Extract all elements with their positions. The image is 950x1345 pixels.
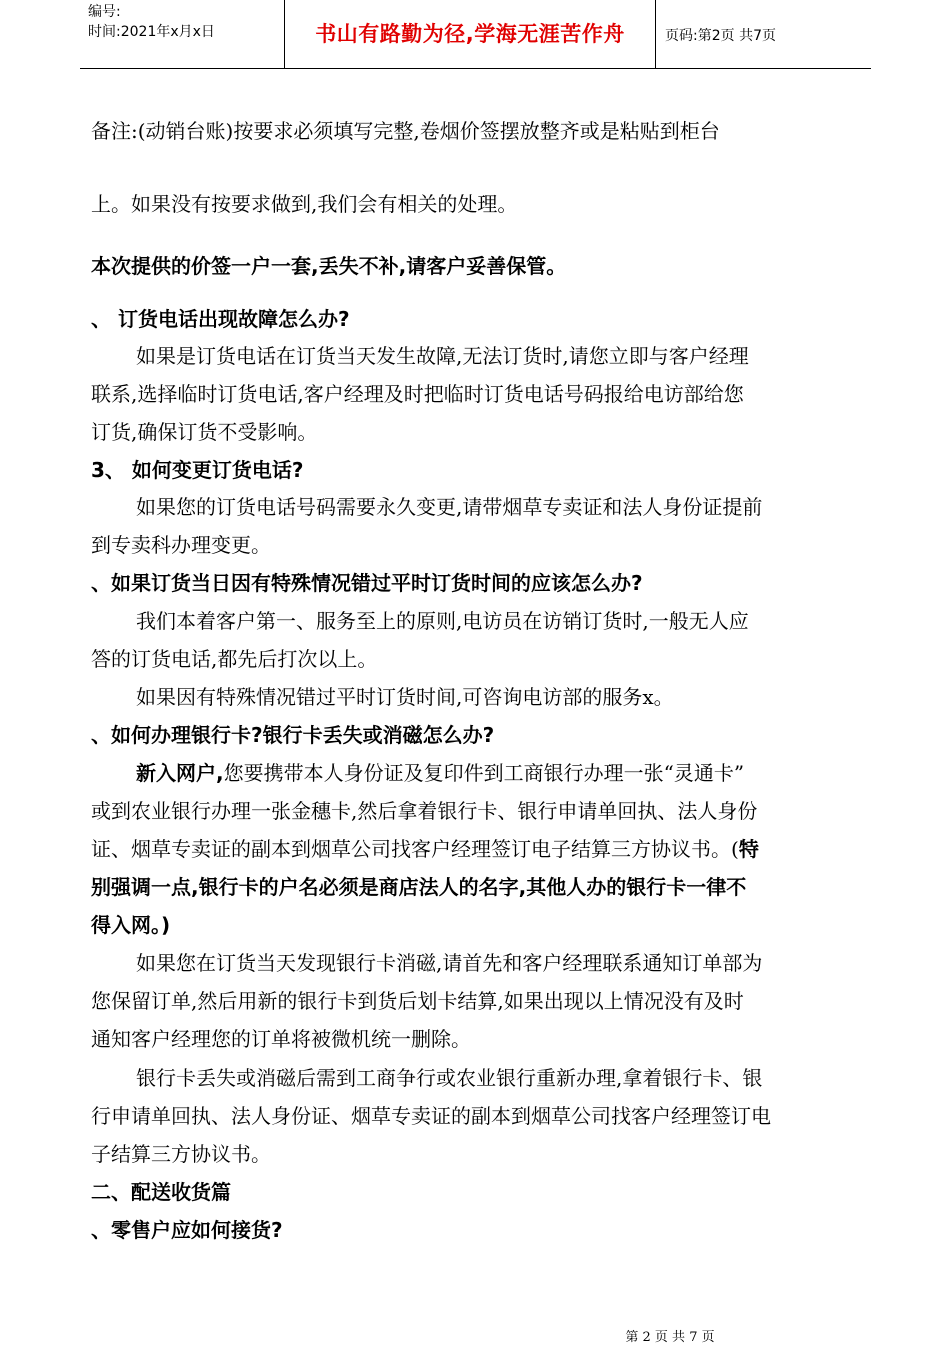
question-heading: 、如何办理银行卡?银行卡丢失或消磁怎么办? (91, 723, 495, 747)
answer-line: 行申请单回执、法人身份证、烟草专卖证的副本到烟草公司找客户经理签订电 (91, 1104, 771, 1128)
header-page-cell (655, 0, 871, 68)
answer-line: 通知客户经理您的订单将被微机统一删除。 (91, 1027, 471, 1051)
answer-line: 如果您在订货当天发现银行卡消磁,请首先和客户经理联系通知订单部为 (136, 951, 763, 975)
answer-line: 如果是订货电话在订货当天发生故障,无法订货时,请您立即与客户经理 (136, 344, 749, 368)
answer-line: 答的订货电话,都先后打次以上。 (91, 647, 378, 671)
emphasis-line: 得入网。) (91, 913, 171, 937)
answer-line: 订货,确保订货不受影响。 (91, 420, 318, 444)
page-footer (0, 1326, 950, 1345)
question-heading: 3、 如何变更订货电话? (91, 458, 304, 482)
note-line: 备注:(动销台账)按要求必须填写完整,卷烟价签摆放整齐或是粘贴到柜台 (91, 119, 720, 143)
question-heading: 、如果订货当日因有特殊情况错过平时订货时间的应该怎么办? (91, 571, 643, 595)
answer-line (136, 757, 744, 786)
question-heading: 、零售户应如何接货? (91, 1218, 283, 1242)
header-motto-cell (284, 0, 656, 68)
page-info: 页码:第2页 共7页 (665, 28, 776, 44)
answer-line: 到专卖科办理变更。 (91, 533, 271, 557)
answer-text: 您要携带本人身份证及复印件到工商银行办理一张“灵通卡” (223, 761, 745, 785)
answer-line: 银行卡丢失或消磁后需到工商争行或农业银行重新办理,拿着银行卡、银 (136, 1066, 763, 1090)
emphasis-line: 别强调一点,银行卡的户名必须是商店法人的名字,其他人办的银行卡一律不 (91, 875, 747, 899)
answer-line: 子结算三方协议书。 (91, 1142, 271, 1166)
number-label: 编号: (88, 4, 121, 20)
answer-line: 如果因有特殊情况错过平时订货时间,可咨询电访部的服务x。 (136, 685, 674, 709)
footer-page-number: 第 2 页 共 7 页 (625, 1330, 715, 1345)
emphasis-text: 特 (738, 837, 759, 861)
section-heading: 二、配送收货篇 (91, 1180, 231, 1204)
answer-line: 您保留订单,然后用新的银行卡到货后划卡结算,如果出现以上情况没有及时 (91, 989, 744, 1013)
question-heading: 、 订货电话出现故障怎么办? (91, 307, 350, 331)
note-line: 上。如果没有按要求做到,我们会有相关的处理。 (91, 192, 518, 216)
answer-text: 证、烟草专卖证的副本到烟草公司找客户经理签订电子结算三方协议书。( (91, 837, 739, 861)
answer-line: 联系,选择临时订货电话,客户经理及时把临时订货电话号码报给电访部给您 (91, 382, 744, 406)
new-user-lead: 新入网户, (136, 761, 224, 785)
answer-line (91, 833, 759, 862)
motto: 书山有路勤为径,学海无涯苦作舟 (315, 22, 625, 46)
answer-line: 如果您的订货电话号码需要永久变更,请带烟草专卖证和法人身份证提前 (136, 495, 763, 519)
answer-line: 我们本着客户第一、服务至上的原则,电访员在访销订货时,一般无人应 (136, 609, 749, 633)
header-meta-cell (80, 0, 284, 68)
page-header (80, 0, 871, 69)
answer-line: 或到农业银行办理一张金穗卡,然后拿着银行卡、银行申请单回执、法人身份 (91, 799, 758, 823)
price-tag-notice: 本次提供的价签一户一套,丢失不补,请客户妥善保管。 (91, 254, 567, 278)
time-label: 时间:2021年x月x日 (88, 24, 215, 40)
